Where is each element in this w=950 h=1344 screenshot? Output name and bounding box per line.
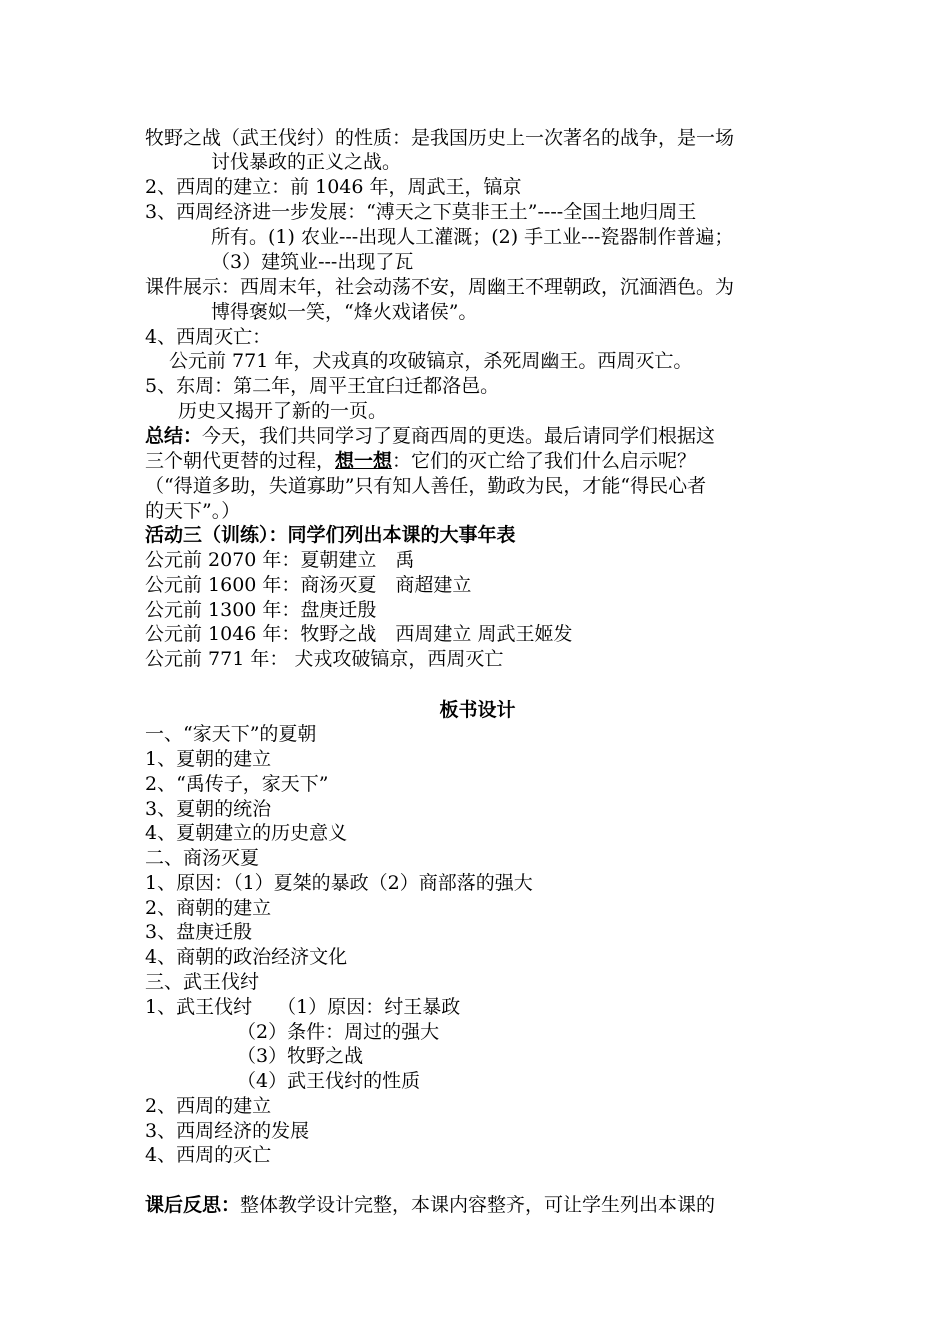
text-line: 所有。(1) 农业---出现人工灌溉；(2) 手工业---瓷器制作普遍；	[211, 226, 734, 248]
summary-text: 今天，我们共同学习了夏商西周的更迭。最后请同学们根据这	[202, 425, 716, 447]
summary-text: ：它们的灭亡给了我们什么启示呢？	[392, 450, 697, 472]
board-item: 4、夏朝建立的历史意义	[145, 822, 348, 844]
board-item: 3、夏朝的统治	[145, 798, 272, 820]
timeline-item: 公元前 1600 年：商汤灭夏 商超建立	[145, 574, 472, 596]
board-item: 2、商朝的建立	[145, 897, 272, 919]
reflection-text: 整体教学设计完整，本课内容整齐，可让学生列出本课的	[240, 1194, 716, 1216]
text-line: 博得褒姒一笑，“烽火戏诸侯”。	[211, 301, 478, 323]
text-line: 讨伐暴政的正义之战。	[211, 151, 402, 173]
board-item: （2）条件：周过的强大	[237, 1021, 440, 1043]
summary-label: 总结：	[145, 425, 203, 447]
timeline-item: 公元前 2070 年：夏朝建立 禹	[145, 549, 415, 571]
summary-line: （“得道多助，失道寡助”只有知人善任，勤政为民，才能“得民心者	[145, 475, 707, 497]
board-item: 3、盘庚迁殷	[145, 921, 253, 943]
board-item: （4）武王伐纣的性质	[237, 1070, 421, 1092]
text-line: 3、西周经济进一步发展：“溥天之下莫非王土”----全国土地归周王	[145, 201, 697, 223]
timeline-item: 公元前 1300 年：盘庚迁殷	[145, 599, 377, 621]
text-line: 4、西周灭亡：	[145, 326, 272, 348]
text-line: （3）建筑业---出现了瓦	[211, 251, 414, 273]
board-item: 1、原因：（1）夏桀的暴政（2）商部落的强大	[145, 872, 533, 894]
board-item: 3、西周经济的发展	[145, 1120, 310, 1142]
summary-line: 的天下”。）	[145, 500, 241, 522]
board-item: 1、夏朝的建立	[145, 748, 272, 770]
reflection-label: 课后反思：	[145, 1194, 241, 1216]
board-item: 2、“禹传子，家天下”	[145, 773, 329, 795]
board-item: 4、西周的灭亡	[145, 1144, 272, 1166]
timeline-item: 公元前 1046 年：牧野之战 西周建立 周武王姬发	[145, 623, 573, 645]
board-item: 二、商汤灭夏	[145, 847, 260, 869]
text-line: 牧野之战（武王伐纣）的性质：是我国历史上一次著名的战争，是一场	[145, 127, 735, 149]
board-item: 一、“家天下”的夏朝	[145, 723, 317, 745]
board-item: 1、武王伐纣 （1）原因：纣王暴政	[145, 996, 461, 1018]
text-line: 公元前 771 年，犬戎真的攻破镐京，杀死周幽王。西周灭亡。	[169, 350, 693, 372]
timeline-item: 公元前 771 年： 犬戎攻破镐京，西周灭亡	[145, 648, 504, 670]
text-line: 历史又揭开了新的一页。	[178, 400, 388, 422]
board-title: 板书设计	[439, 699, 516, 721]
board-item: 4、商朝的政治经济文化	[145, 946, 348, 968]
reflection-line	[145, 1193, 715, 1217]
summary-line	[145, 449, 696, 473]
activity-title: 活动三（训练）：同学们列出本课的大事年表	[145, 524, 516, 546]
text-line: 5、东周：第二年，周平王宜臼迁都洛邑。	[145, 375, 500, 397]
text-line: 2、西周的建立：前 1046 年，周武王，镐京	[145, 176, 522, 198]
text-line: 课件展示：西周末年，社会动荡不安，周幽王不理朝政，沉湎酒色。为	[145, 276, 735, 298]
board-item: （3）牧野之战	[237, 1045, 364, 1067]
summary-line	[145, 424, 715, 448]
summary-emphasis: 想一想	[335, 450, 393, 472]
board-item: 三、武王伐纣	[145, 971, 260, 993]
board-item: 2、西周的建立	[145, 1095, 272, 1117]
summary-text: 三个朝代更替的过程，	[145, 450, 336, 472]
